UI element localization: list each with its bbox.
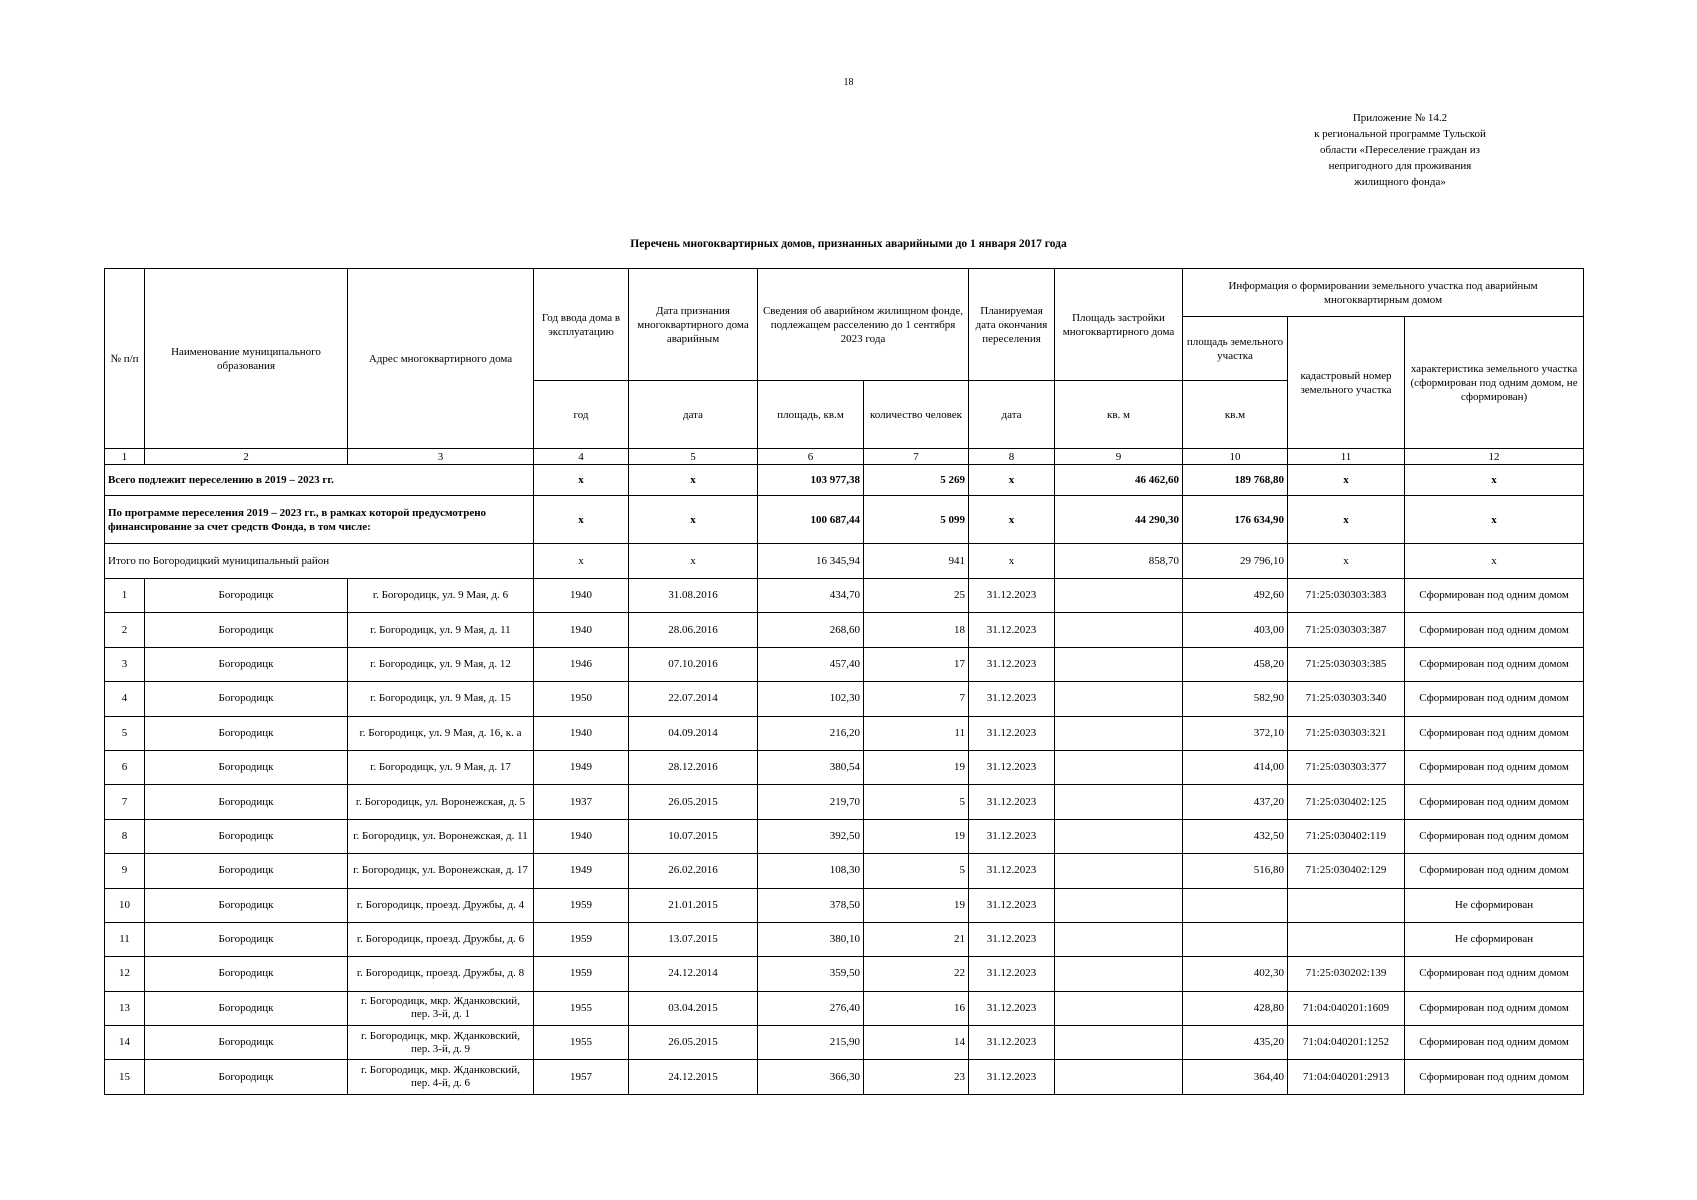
row-emergency-date: 28.12.2016	[629, 750, 758, 784]
document-title: Перечень многоквартирных домов, признанных аварийными до 1 января 2017 года	[630, 238, 1067, 250]
row-area: 219,70	[758, 785, 864, 819]
row-address: г. Богородицк, мкр. Жданковский, пер. 3-й, д. 1	[348, 991, 534, 1025]
row-municipality: Богородицк	[145, 922, 348, 956]
row-emergency-date: 07.10.2016	[629, 647, 758, 681]
row-number: 14	[105, 1026, 145, 1060]
row-municipality: Богородицк	[145, 888, 348, 922]
total-row-all	[105, 465, 1584, 496]
total-date: x	[629, 496, 758, 544]
total-row-fund	[105, 496, 1584, 544]
row-area: 108,30	[758, 854, 864, 888]
row-built-area	[1055, 613, 1183, 647]
row-year-built: 1959	[534, 922, 629, 956]
row-built-area	[1055, 785, 1183, 819]
row-land-character: Сформирован под одним домом	[1405, 647, 1584, 681]
row-area: 276,40	[758, 991, 864, 1025]
row-number: 7	[105, 785, 145, 819]
row-emergency-date: 03.04.2015	[629, 991, 758, 1025]
row-cadastral: 71:04:040201:1252	[1288, 1026, 1405, 1060]
total-cadastral: x	[1288, 544, 1405, 579]
row-land-area: 403,00	[1183, 613, 1288, 647]
row-land-area: 437,20	[1183, 785, 1288, 819]
row-year-built: 1957	[534, 1060, 629, 1094]
row-year-built: 1940	[534, 613, 629, 647]
header-municipality: Наименование муниципального образования	[145, 269, 348, 449]
total-people: 941	[864, 544, 969, 579]
row-number: 9	[105, 854, 145, 888]
column-number: 1	[105, 449, 145, 465]
row-built-area	[1055, 888, 1183, 922]
row-built-area	[1055, 716, 1183, 750]
table-row	[105, 716, 1584, 750]
column-number: 5	[629, 449, 758, 465]
appendix-line: непригодного для проживания	[1328, 160, 1472, 172]
row-address: г. Богородицк, ул. 9 Мая, д. 11	[348, 613, 534, 647]
total-land-area: 189 768,80	[1183, 465, 1288, 496]
row-people: 5	[864, 854, 969, 888]
row-emergency-date: 22.07.2014	[629, 682, 758, 716]
row-land-character: Сформирован под одним домом	[1405, 579, 1584, 613]
total-land-area: 29 796,10	[1183, 544, 1288, 579]
row-cadastral: 71:25:030303:377	[1288, 750, 1405, 784]
row-number: 13	[105, 991, 145, 1025]
row-people: 19	[864, 750, 969, 784]
total-planned: x	[969, 496, 1055, 544]
row-land-area: 372,10	[1183, 716, 1288, 750]
table-row	[105, 854, 1584, 888]
table-row	[105, 613, 1584, 647]
column-number: 8	[969, 449, 1055, 465]
row-year-built: 1959	[534, 957, 629, 991]
table-body	[105, 465, 1584, 1095]
row-planned-date: 31.12.2023	[969, 613, 1055, 647]
row-built-area	[1055, 991, 1183, 1025]
total-cadastral: x	[1288, 465, 1405, 496]
total-built-area: 44 290,30	[1055, 496, 1183, 544]
row-municipality: Богородицк	[145, 682, 348, 716]
row-municipality: Богородицк	[145, 854, 348, 888]
row-municipality: Богородицк	[145, 579, 348, 613]
row-address: г. Богородицк, ул. 9 Мая, д. 16, к. а	[348, 716, 534, 750]
row-municipality: Богородицк	[145, 750, 348, 784]
row-address: г. Богородицк, проезд. Дружбы, д. 4	[348, 888, 534, 922]
column-number: 2	[145, 449, 348, 465]
row-land-area: 458,20	[1183, 647, 1288, 681]
total-cadastral: x	[1288, 496, 1405, 544]
row-built-area	[1055, 682, 1183, 716]
row-number: 5	[105, 716, 145, 750]
row-municipality: Богородицк	[145, 957, 348, 991]
row-area: 215,90	[758, 1026, 864, 1060]
row-land-character: Сформирован под одним домом	[1405, 957, 1584, 991]
total-area: 103 977,38	[758, 465, 864, 496]
row-planned-date: 31.12.2023	[969, 1060, 1055, 1094]
row-land-area: 402,30	[1183, 957, 1288, 991]
row-land-area	[1183, 888, 1288, 922]
header-num: № п/п	[105, 269, 145, 449]
row-municipality: Богородицк	[145, 716, 348, 750]
row-land-area: 435,20	[1183, 1026, 1288, 1060]
table-row	[105, 957, 1584, 991]
row-area: 268,60	[758, 613, 864, 647]
row-people: 23	[864, 1060, 969, 1094]
column-number: 9	[1055, 449, 1183, 465]
row-planned-date: 31.12.2023	[969, 957, 1055, 991]
table-row	[105, 819, 1584, 853]
row-area: 457,40	[758, 647, 864, 681]
row-land-character: Сформирован под одним домом	[1405, 1026, 1584, 1060]
row-emergency-date: 21.01.2015	[629, 888, 758, 922]
row-cadastral: 71:25:030303:340	[1288, 682, 1405, 716]
row-planned-date: 31.12.2023	[969, 991, 1055, 1025]
row-year-built: 1937	[534, 785, 629, 819]
row-municipality: Богородицк	[145, 819, 348, 853]
row-municipality: Богородицк	[145, 1026, 348, 1060]
row-land-character: Сформирован под одним домом	[1405, 785, 1584, 819]
row-emergency-date: 31.08.2016	[629, 579, 758, 613]
row-people: 21	[864, 922, 969, 956]
row-planned-date: 31.12.2023	[969, 1026, 1055, 1060]
row-emergency-date: 28.06.2016	[629, 613, 758, 647]
column-number: 10	[1183, 449, 1288, 465]
header-built-area: Площадь застройки многоквартирного дома	[1055, 269, 1183, 381]
housing-table	[104, 268, 1584, 1095]
row-built-area	[1055, 922, 1183, 956]
row-area: 380,54	[758, 750, 864, 784]
total-year: x	[534, 496, 629, 544]
row-emergency-date: 26.05.2015	[629, 1026, 758, 1060]
total-label: Всего подлежит переселению в 2019 – 2023 гг.	[105, 465, 534, 496]
row-land-character: Сформирован под одним домом	[1405, 1060, 1584, 1094]
row-cadastral: 71:25:030303:321	[1288, 716, 1405, 750]
page-number: 18	[843, 77, 854, 88]
appendix-line: области «Переселение граждан из	[1319, 144, 1481, 156]
row-number: 1	[105, 579, 145, 613]
total-character: x	[1405, 544, 1584, 579]
table-row	[105, 785, 1584, 819]
row-area: 380,10	[758, 922, 864, 956]
row-year-built: 1946	[534, 647, 629, 681]
unit-built-sqm: кв. м	[1055, 381, 1183, 449]
total-character: x	[1405, 496, 1584, 544]
header-cadastral: кадастровый номер земельного участка	[1288, 317, 1405, 449]
table-row	[105, 991, 1584, 1025]
row-municipality: Богородицк	[145, 785, 348, 819]
row-land-character: Сформирован под одним домом	[1405, 991, 1584, 1025]
row-land-character: Сформирован под одним домом	[1405, 613, 1584, 647]
row-cadastral	[1288, 888, 1405, 922]
row-people: 5	[864, 785, 969, 819]
row-year-built: 1949	[534, 854, 629, 888]
column-number: 12	[1405, 449, 1584, 465]
unit-people: количество человек	[864, 381, 969, 449]
row-planned-date: 31.12.2023	[969, 647, 1055, 681]
row-land-area: 582,90	[1183, 682, 1288, 716]
row-address: г. Богородицк, ул. Воронежская, д. 17	[348, 854, 534, 888]
header-emergency-info: Сведения об аварийном жилищном фонде, подлежащем расселению до 1 сентября 2023 года	[758, 269, 969, 381]
unit-land-sqm: кв.м	[1183, 381, 1288, 449]
row-land-area: 432,50	[1183, 819, 1288, 853]
total-area: 100 687,44	[758, 496, 864, 544]
row-planned-date: 31.12.2023	[969, 888, 1055, 922]
table-row	[105, 750, 1584, 784]
header-land-info: Информация о формировании земельного участка под аварийным многоквартирным домом	[1183, 269, 1584, 317]
total-row-district	[105, 544, 1584, 579]
row-land-character: Сформирован под одним домом	[1405, 750, 1584, 784]
row-year-built: 1955	[534, 1026, 629, 1060]
row-built-area	[1055, 854, 1183, 888]
total-date: x	[629, 544, 758, 579]
row-number: 12	[105, 957, 145, 991]
total-planned: x	[969, 465, 1055, 496]
total-label: По программе переселения 2019 – 2023 гг., в рамках которой предусмотрено финансирование за счет средств Фонда, в том числе:	[105, 496, 534, 544]
table-header	[105, 269, 1584, 465]
row-land-area	[1183, 922, 1288, 956]
row-number: 15	[105, 1060, 145, 1094]
row-cadastral: 71:25:030303:385	[1288, 647, 1405, 681]
row-cadastral: 71:25:030303:383	[1288, 579, 1405, 613]
row-address: г. Богородицк, ул. Воронежская, д. 5	[348, 785, 534, 819]
row-area: 102,30	[758, 682, 864, 716]
unit-area: площадь, кв.м	[758, 381, 864, 449]
row-number: 3	[105, 647, 145, 681]
row-municipality: Богородицк	[145, 1060, 348, 1094]
row-address: г. Богородицк, ул. 9 Мая, д. 17	[348, 750, 534, 784]
appendix-line: Приложение № 14.2	[1352, 112, 1448, 124]
row-number: 10	[105, 888, 145, 922]
row-year-built: 1950	[534, 682, 629, 716]
row-planned-date: 31.12.2023	[969, 854, 1055, 888]
row-land-character: Сформирован под одним домом	[1405, 819, 1584, 853]
table-row	[105, 888, 1584, 922]
row-emergency-date: 04.09.2014	[629, 716, 758, 750]
row-planned-date: 31.12.2023	[969, 716, 1055, 750]
column-number: 4	[534, 449, 629, 465]
row-emergency-date: 26.05.2015	[629, 785, 758, 819]
row-planned-date: 31.12.2023	[969, 785, 1055, 819]
row-built-area	[1055, 957, 1183, 991]
total-people: 5 099	[864, 496, 969, 544]
row-cadastral: 71:25:030402:119	[1288, 819, 1405, 853]
row-built-area	[1055, 579, 1183, 613]
header-address: Адрес многоквартирного дома	[348, 269, 534, 449]
row-cadastral: 71:25:030202:139	[1288, 957, 1405, 991]
total-character: x	[1405, 465, 1584, 496]
row-land-character: Сформирован под одним домом	[1405, 682, 1584, 716]
column-number: 3	[348, 449, 534, 465]
total-year: x	[534, 544, 629, 579]
header-emergency-date: Дата признания многоквартирного дома аварийным	[629, 269, 758, 381]
row-people: 25	[864, 579, 969, 613]
unit-date: дата	[629, 381, 758, 449]
row-people: 18	[864, 613, 969, 647]
total-label: Итого по Богородицкий муниципальный район	[105, 544, 534, 579]
row-planned-date: 31.12.2023	[969, 579, 1055, 613]
total-year: x	[534, 465, 629, 496]
row-number: 2	[105, 613, 145, 647]
row-built-area	[1055, 819, 1183, 853]
table-row	[105, 647, 1584, 681]
row-people: 11	[864, 716, 969, 750]
unit-planned-date: дата	[969, 381, 1055, 449]
row-year-built: 1955	[534, 991, 629, 1025]
column-number-row	[105, 449, 1584, 465]
row-built-area	[1055, 647, 1183, 681]
row-address: г. Богородицк, ул. 9 Мая, д. 12	[348, 647, 534, 681]
row-number: 8	[105, 819, 145, 853]
row-people: 14	[864, 1026, 969, 1060]
row-address: г. Богородицк, проезд. Дружбы, д. 6	[348, 922, 534, 956]
row-land-character: Не сформирован	[1405, 922, 1584, 956]
header-year-built: Год ввода дома в эксплуатацию	[534, 269, 629, 381]
appendix-line: жилищного фонда»	[1354, 176, 1446, 188]
row-number: 6	[105, 750, 145, 784]
row-municipality: Богородицк	[145, 647, 348, 681]
header-planned-end: Планируемая дата окончания переселения	[969, 269, 1055, 381]
table-row	[105, 682, 1584, 716]
header-land-area: площадь земельного участка	[1183, 317, 1288, 381]
row-emergency-date: 10.07.2015	[629, 819, 758, 853]
row-land-character: Не сформирован	[1405, 888, 1584, 922]
appendix-line: к региональной программе Тульской	[1314, 128, 1486, 140]
row-planned-date: 31.12.2023	[969, 682, 1055, 716]
row-land-character: Сформирован под одним домом	[1405, 854, 1584, 888]
total-built-area: 858,70	[1055, 544, 1183, 579]
row-planned-date: 31.12.2023	[969, 922, 1055, 956]
table-row	[105, 579, 1584, 613]
row-land-area: 364,40	[1183, 1060, 1288, 1094]
row-year-built: 1940	[534, 819, 629, 853]
row-address: г. Богородицк, мкр. Жданковский, пер. 4-й, д. 6	[348, 1060, 534, 1094]
total-date: x	[629, 465, 758, 496]
row-cadastral: 71:04:040201:2913	[1288, 1060, 1405, 1094]
row-municipality: Богородицк	[145, 613, 348, 647]
row-cadastral: 71:25:030303:387	[1288, 613, 1405, 647]
row-planned-date: 31.12.2023	[969, 750, 1055, 784]
row-address: г. Богородицк, мкр. Жданковский, пер. 3-й, д. 9	[348, 1026, 534, 1060]
row-land-area: 414,00	[1183, 750, 1288, 784]
row-people: 22	[864, 957, 969, 991]
row-built-area	[1055, 1060, 1183, 1094]
row-planned-date: 31.12.2023	[969, 819, 1055, 853]
row-address: г. Богородицк, ул. Воронежская, д. 11	[348, 819, 534, 853]
row-area: 378,50	[758, 888, 864, 922]
unit-year: год	[534, 381, 629, 449]
row-land-area: 516,80	[1183, 854, 1288, 888]
row-year-built: 1940	[534, 579, 629, 613]
row-address: г. Богородицк, проезд. Дружбы, д. 8	[348, 957, 534, 991]
row-year-built: 1949	[534, 750, 629, 784]
column-number: 6	[758, 449, 864, 465]
row-land-character: Сформирован под одним домом	[1405, 716, 1584, 750]
row-area: 366,30	[758, 1060, 864, 1094]
row-emergency-date: 24.12.2015	[629, 1060, 758, 1094]
column-number: 7	[864, 449, 969, 465]
row-address: г. Богородицк, ул. 9 Мая, д. 15	[348, 682, 534, 716]
row-cadastral: 71:25:030402:125	[1288, 785, 1405, 819]
row-number: 11	[105, 922, 145, 956]
total-people: 5 269	[864, 465, 969, 496]
row-address: г. Богородицк, ул. 9 Мая, д. 6	[348, 579, 534, 613]
row-cadastral: 71:25:030402:129	[1288, 854, 1405, 888]
row-people: 17	[864, 647, 969, 681]
row-land-area: 428,80	[1183, 991, 1288, 1025]
row-people: 19	[864, 819, 969, 853]
row-emergency-date: 24.12.2014	[629, 957, 758, 991]
table-row	[105, 1026, 1584, 1060]
total-land-area: 176 634,90	[1183, 496, 1288, 544]
row-area: 392,50	[758, 819, 864, 853]
row-year-built: 1959	[534, 888, 629, 922]
row-land-area: 492,60	[1183, 579, 1288, 613]
row-emergency-date: 13.07.2015	[629, 922, 758, 956]
column-number: 11	[1288, 449, 1405, 465]
row-people: 19	[864, 888, 969, 922]
row-built-area	[1055, 750, 1183, 784]
row-cadastral	[1288, 922, 1405, 956]
total-planned: x	[969, 544, 1055, 579]
row-emergency-date: 26.02.2016	[629, 854, 758, 888]
row-built-area	[1055, 1026, 1183, 1060]
row-number: 4	[105, 682, 145, 716]
row-cadastral: 71:04:040201:1609	[1288, 991, 1405, 1025]
total-built-area: 46 462,60	[1055, 465, 1183, 496]
total-area: 16 345,94	[758, 544, 864, 579]
row-municipality: Богородицк	[145, 991, 348, 1025]
appendix-note	[1300, 110, 1500, 190]
table-row	[105, 922, 1584, 956]
row-people: 16	[864, 991, 969, 1025]
row-people: 7	[864, 682, 969, 716]
table-row	[105, 1060, 1584, 1094]
row-area: 359,50	[758, 957, 864, 991]
header-land-character: характеристика земельного участка (сформирован под одним домом, не сформирован)	[1405, 317, 1584, 449]
row-area: 434,70	[758, 579, 864, 613]
row-area: 216,20	[758, 716, 864, 750]
row-year-built: 1940	[534, 716, 629, 750]
